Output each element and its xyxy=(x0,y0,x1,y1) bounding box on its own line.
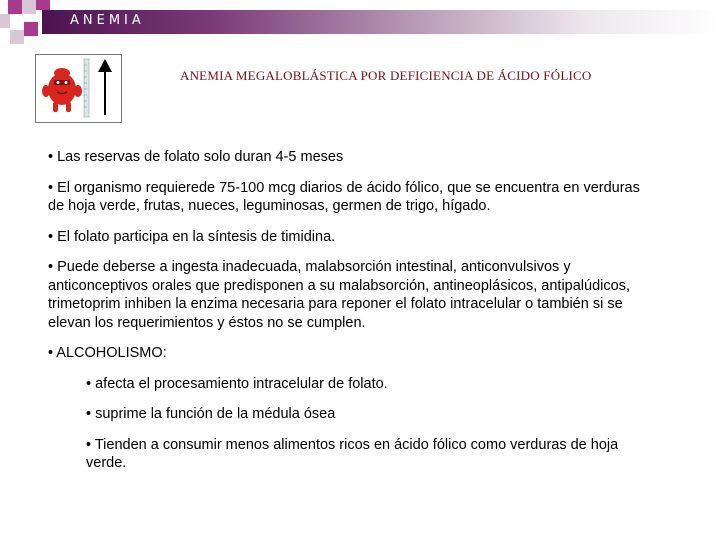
decor-square xyxy=(8,0,22,14)
red-blood-cell-illustration xyxy=(35,54,122,123)
bullet-item: • El organismo requierede 75-100 mcg diarios de ácido fólico, que se encuentra en verduras de hoja verde, frutas, nueces, leguminosas, germen de trigo, hígado. xyxy=(48,179,640,214)
decor-square xyxy=(24,22,38,36)
decor-square xyxy=(36,0,50,10)
bullet-item: • Las reservas de folato solo duran 4-5 meses xyxy=(48,149,344,165)
slide-body xyxy=(48,148,648,485)
bullet-item: • Puede deberse a ingesta inadecuada, malabsorción intestinal, anticonvulsivos y anticonceptivos orales que predisponen a su malabsorción, antineoplásicos, antipalúdicos, trimetoprim inhiben la enzima necesaria para reponer el folato intracelular o también si se elevan los requerimientos y éstos no se cumplen. xyxy=(48,259,630,331)
sub-bullet-item: • Tienden a consumir menos alimentos ricos en ácido fólico como verduras de hoja verde. xyxy=(86,436,619,471)
slide-heading: ANEMIA MEGALOBLÁSTICA POR DEFICIENCIA DE ÁCIDO FÓLICO xyxy=(180,68,592,83)
decor-square xyxy=(10,14,24,28)
bullet-item: • El folato participa en la síntesis de timidina. xyxy=(48,228,336,245)
sub-bullet-item: • afecta el procesamiento intracelular de folato. xyxy=(86,375,388,392)
blood-cell-character-icon xyxy=(36,55,121,122)
decor-square xyxy=(10,30,24,44)
bullet-item: • ALCOHOLISMO: xyxy=(48,345,167,361)
slide-section-title: ANEMIA xyxy=(70,13,145,28)
sub-bullet-item: • suprime la función de la médula ósea xyxy=(86,406,336,422)
decor-square xyxy=(0,14,10,28)
decor-square xyxy=(22,0,36,14)
